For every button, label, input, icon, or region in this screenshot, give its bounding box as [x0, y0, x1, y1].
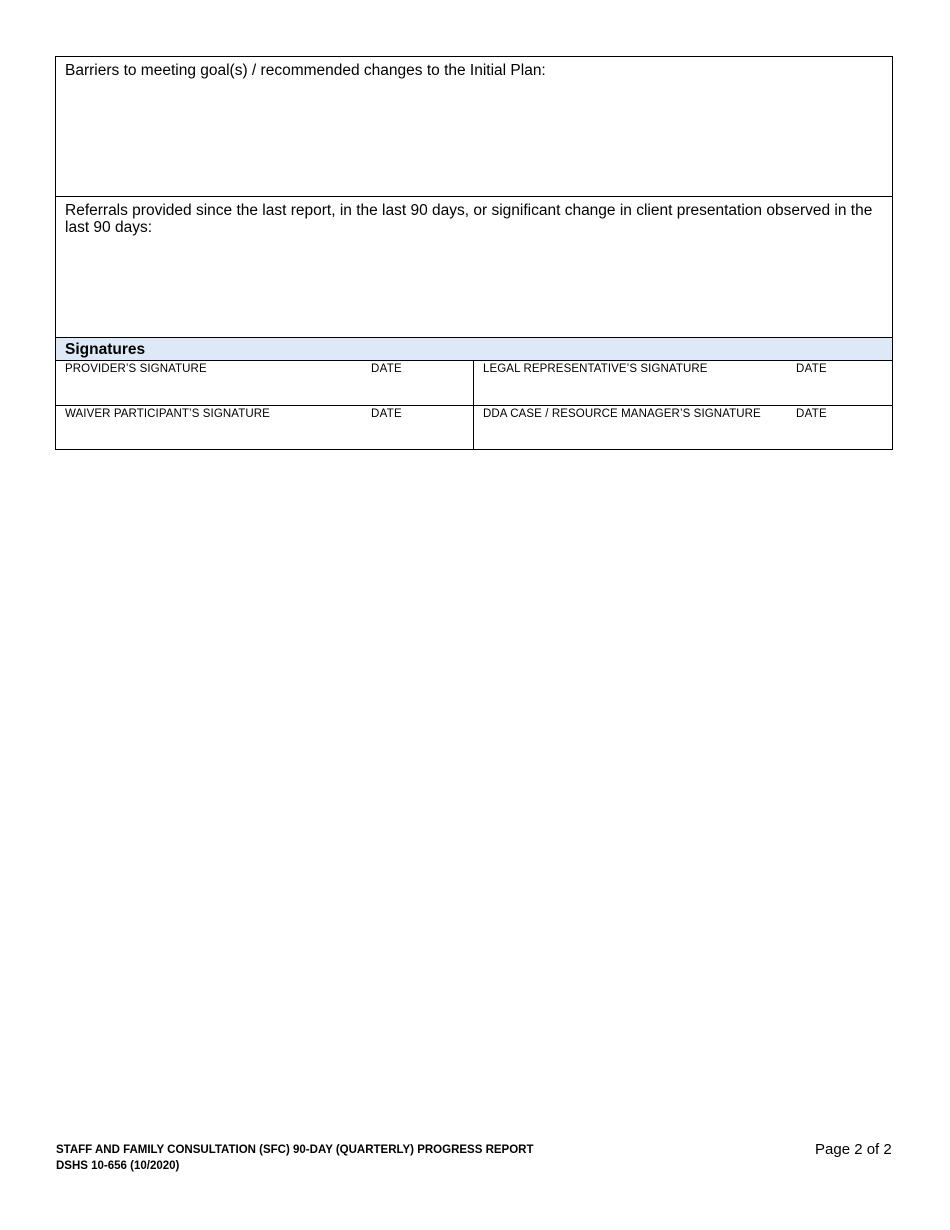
- waiver-participant-signature-label: WAIVER PARTICIPANT’S SIGNATURE: [65, 408, 270, 420]
- signatures-header: [56, 338, 892, 361]
- legal-representative-signature-field[interactable]: [474, 361, 892, 406]
- footer-page-number: Page 2 of 2: [815, 1141, 892, 1158]
- footer-report-title: STAFF AND FAMILY CONSULTATION (SFC) 90-DAY (QUARTERLY) PROGRESS REPORT: [56, 1144, 534, 1156]
- footer-form-number: DSHS 10-656 (10/2020): [56, 1160, 180, 1172]
- dda-case-manager-signature-field[interactable]: [474, 406, 892, 449]
- waiver-participant-signature-field[interactable]: [56, 406, 474, 449]
- dda-case-manager-signature-label: DDA CASE / RESOURCE MANAGER’S SIGNATURE: [483, 408, 761, 420]
- progress-report-form-table: [55, 56, 893, 450]
- signatures-heading: Signatures: [65, 341, 146, 358]
- provider-signature-label: PROVIDER’S SIGNATURE: [65, 363, 207, 375]
- provider-signature-field[interactable]: [56, 361, 474, 406]
- provider-date-label: DATE: [371, 363, 403, 375]
- barriers-label: Barriers to meeting goal(s) / recommended changes to the Initial Plan:: [65, 62, 546, 79]
- waiver-participant-date-label: DATE: [371, 408, 403, 420]
- referrals-label: Referrals provided since the last report, in the last 90 days, or significant change in client presentation observed in the last 90 days:: [65, 202, 873, 236]
- referrals-section[interactable]: [56, 197, 892, 338]
- legal-representative-signature-label: LEGAL REPRESENTATIVE’S SIGNATURE: [483, 363, 708, 375]
- barriers-section[interactable]: [56, 57, 892, 197]
- dda-case-manager-date-label: DATE: [796, 408, 828, 420]
- legal-representative-date-label: DATE: [796, 363, 828, 375]
